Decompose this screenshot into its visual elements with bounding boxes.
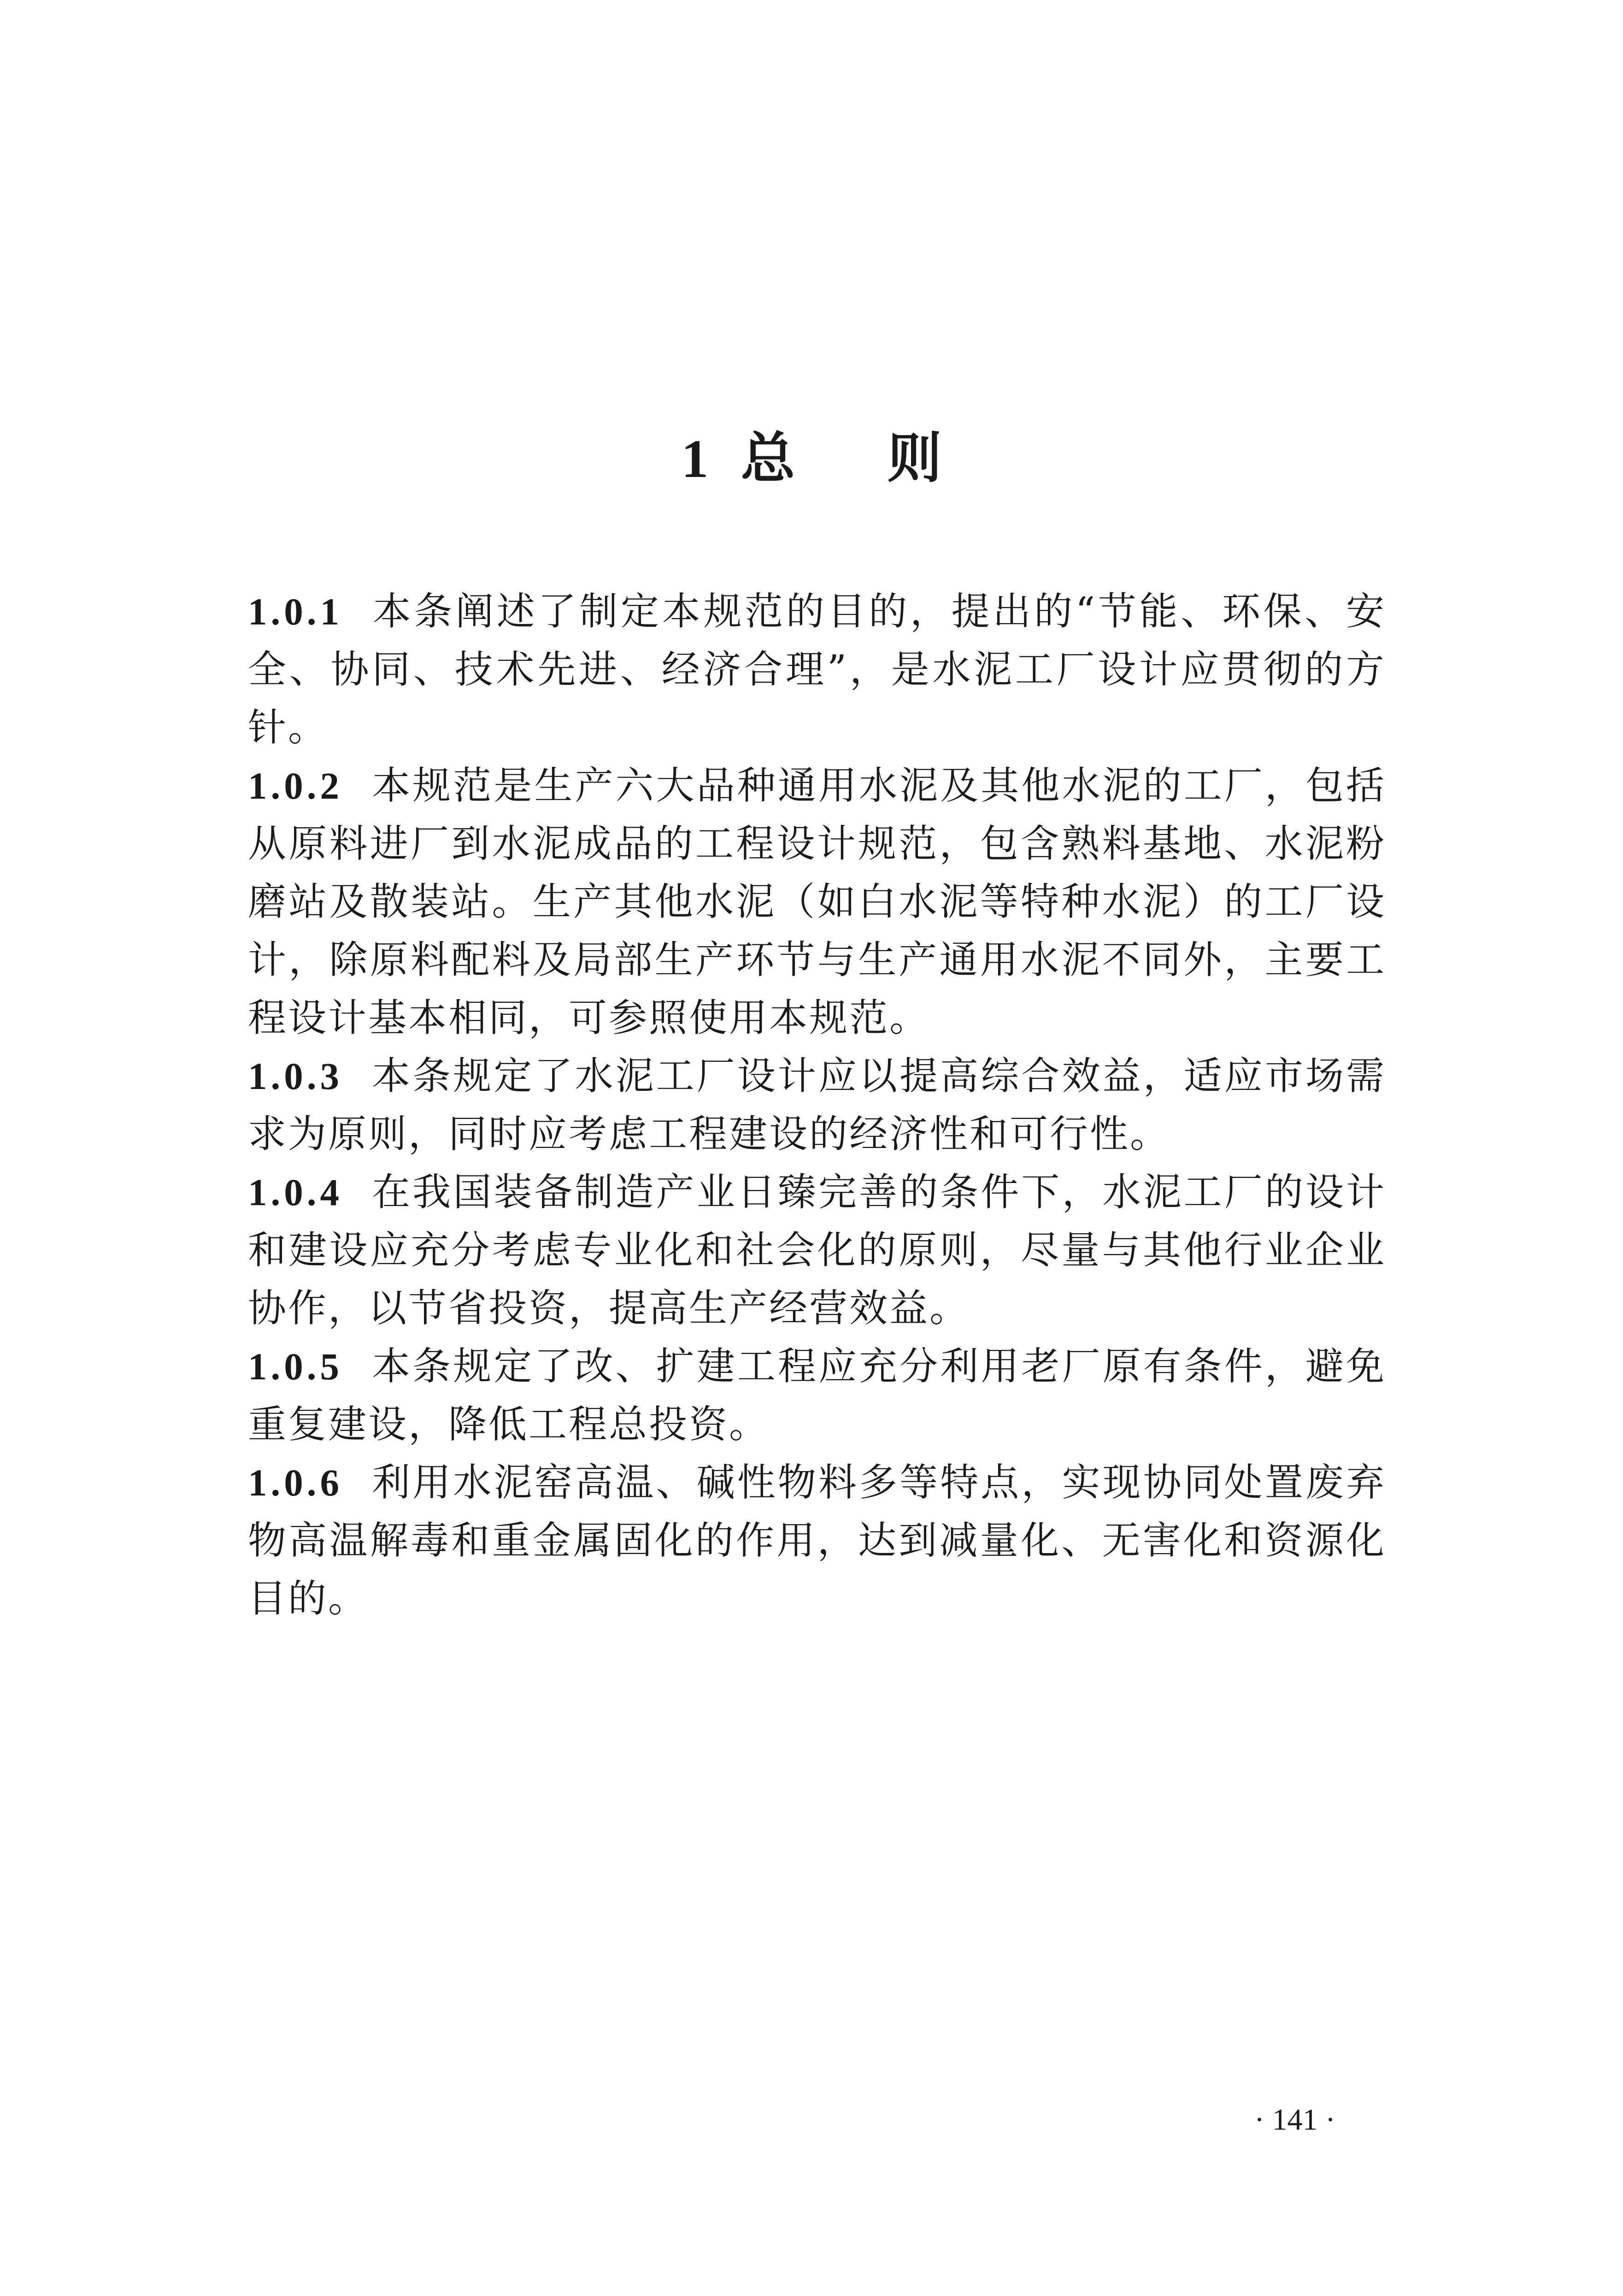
page-number: · 141 · [1254,2103,1335,2137]
clause-text: 在我国装备制造产业日臻完善的条件下，水泥工厂的设计和建设应充分考虑专业化和社会化的原则，尽量与其他行业企业协作，以节省投资，提高生产经营效益。 [248,1170,1386,1331]
clause-text: 本条规定了水泥工厂设计应以提高综合效益，适应市场需求为原则，同时应考虑工程建设的经济性和可行性。 [248,1054,1386,1156]
clause-number: 1.0.2 [248,765,343,807]
clause-number: 1.0.3 [248,1055,343,1097]
chapter-title [0,424,1623,494]
clause-1-0-6 [248,1454,1386,1628]
clause-1-0-1 [248,583,1386,757]
chapter-title-char-1: 总 [741,426,795,490]
chapter-number: 1 [681,429,709,489]
clause-number: 1.0.6 [248,1461,343,1504]
chapter-title-char-2: 则 [887,426,942,490]
clause-text: 利用水泥窑高温、碱性物料多等特点，实现协同处置废弃物高温解毒和重金属固化的作用，达到减量化、无害化和资源化目的。 [248,1460,1386,1621]
clause-text: 本条规定了改、扩建工程应充分利用老厂原有条件，避免重复建设，降低工程总投资。 [248,1344,1386,1447]
clause-1-0-2 [248,757,1386,1047]
clause-number: 1.0.4 [248,1171,343,1213]
clause-text: 本规范是生产六大品种通用水泥及其他水泥的工厂，包括从原料进厂到水泥成品的工程设计规范，包含熟料基地、水泥粉磨站及散装站。生产其他水泥（如白水泥等特种水泥）的工厂设计，除原料配料及局部生产环节与生产通用水泥不同外，主要工程设计基本相同，可参照使用本规范。 [248,763,1386,1040]
clause-number: 1.0.1 [248,590,343,633]
clause-1-0-5 [248,1337,1386,1454]
clause-text: 本条阐述了制定本规范的目的，提出的“节能、环保、安全、协同、技术先进、经济合理”，是水泥工厂设计应贯彻的方针。 [248,589,1386,750]
clause-number: 1.0.5 [248,1345,343,1388]
chapter-body [248,583,1386,1628]
clause-1-0-4 [248,1163,1386,1337]
clause-1-0-3 [248,1047,1386,1163]
